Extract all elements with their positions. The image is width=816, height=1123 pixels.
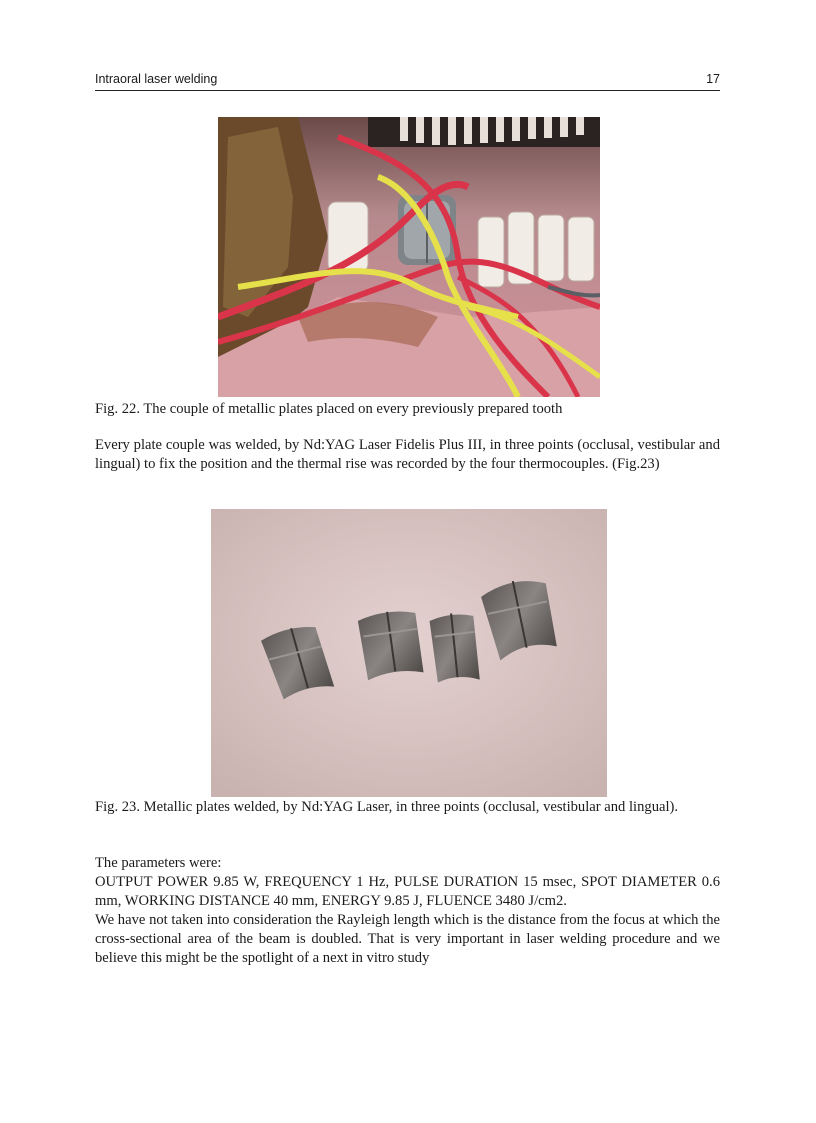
running-header xyxy=(95,72,720,91)
figure-22-caption: Fig. 22. The couple of metallic plates placed on every previously prepared tooth xyxy=(95,401,563,417)
parameters-intro: The parameters were: xyxy=(95,855,222,871)
parameters-section xyxy=(95,854,720,968)
figure-23-photo xyxy=(211,509,607,797)
running-header-title: Intraoral laser welding xyxy=(95,72,218,86)
figure-22-photo xyxy=(218,117,600,397)
page-number: 17 xyxy=(706,72,720,86)
parameters-values: OUTPUT POWER 9.85 W, FREQUENCY 1 Hz, PULSE DURATION 15 msec, SPOT DIAMETER 0.6 mm, WORKING DISTANCE 40 mm, ENERGY 9.85 J, FLUENCE 3480 J/cm2. xyxy=(95,874,720,909)
rayleigh-discussion: We have not taken into consideration the Rayleigh length which is the distance from the focus at which the cross-sectional area of the beam is doubled. That is very important in laser welding procedure and we believe this might be the spotlight of a next in vitro study xyxy=(95,912,720,966)
body-paragraph-welding: Every plate couple was welded, by Nd:YAG Laser Fidelis Plus III, in three points (occlusal, vestibular and lingual) to fix the position and the thermal rise was recorded by the four thermocouples. (Fig.23) xyxy=(95,437,720,472)
figure-23-caption: Fig. 23. Metallic plates welded, by Nd:YAG Laser, in three points (occlusal, vestibular and lingual). xyxy=(95,799,679,815)
